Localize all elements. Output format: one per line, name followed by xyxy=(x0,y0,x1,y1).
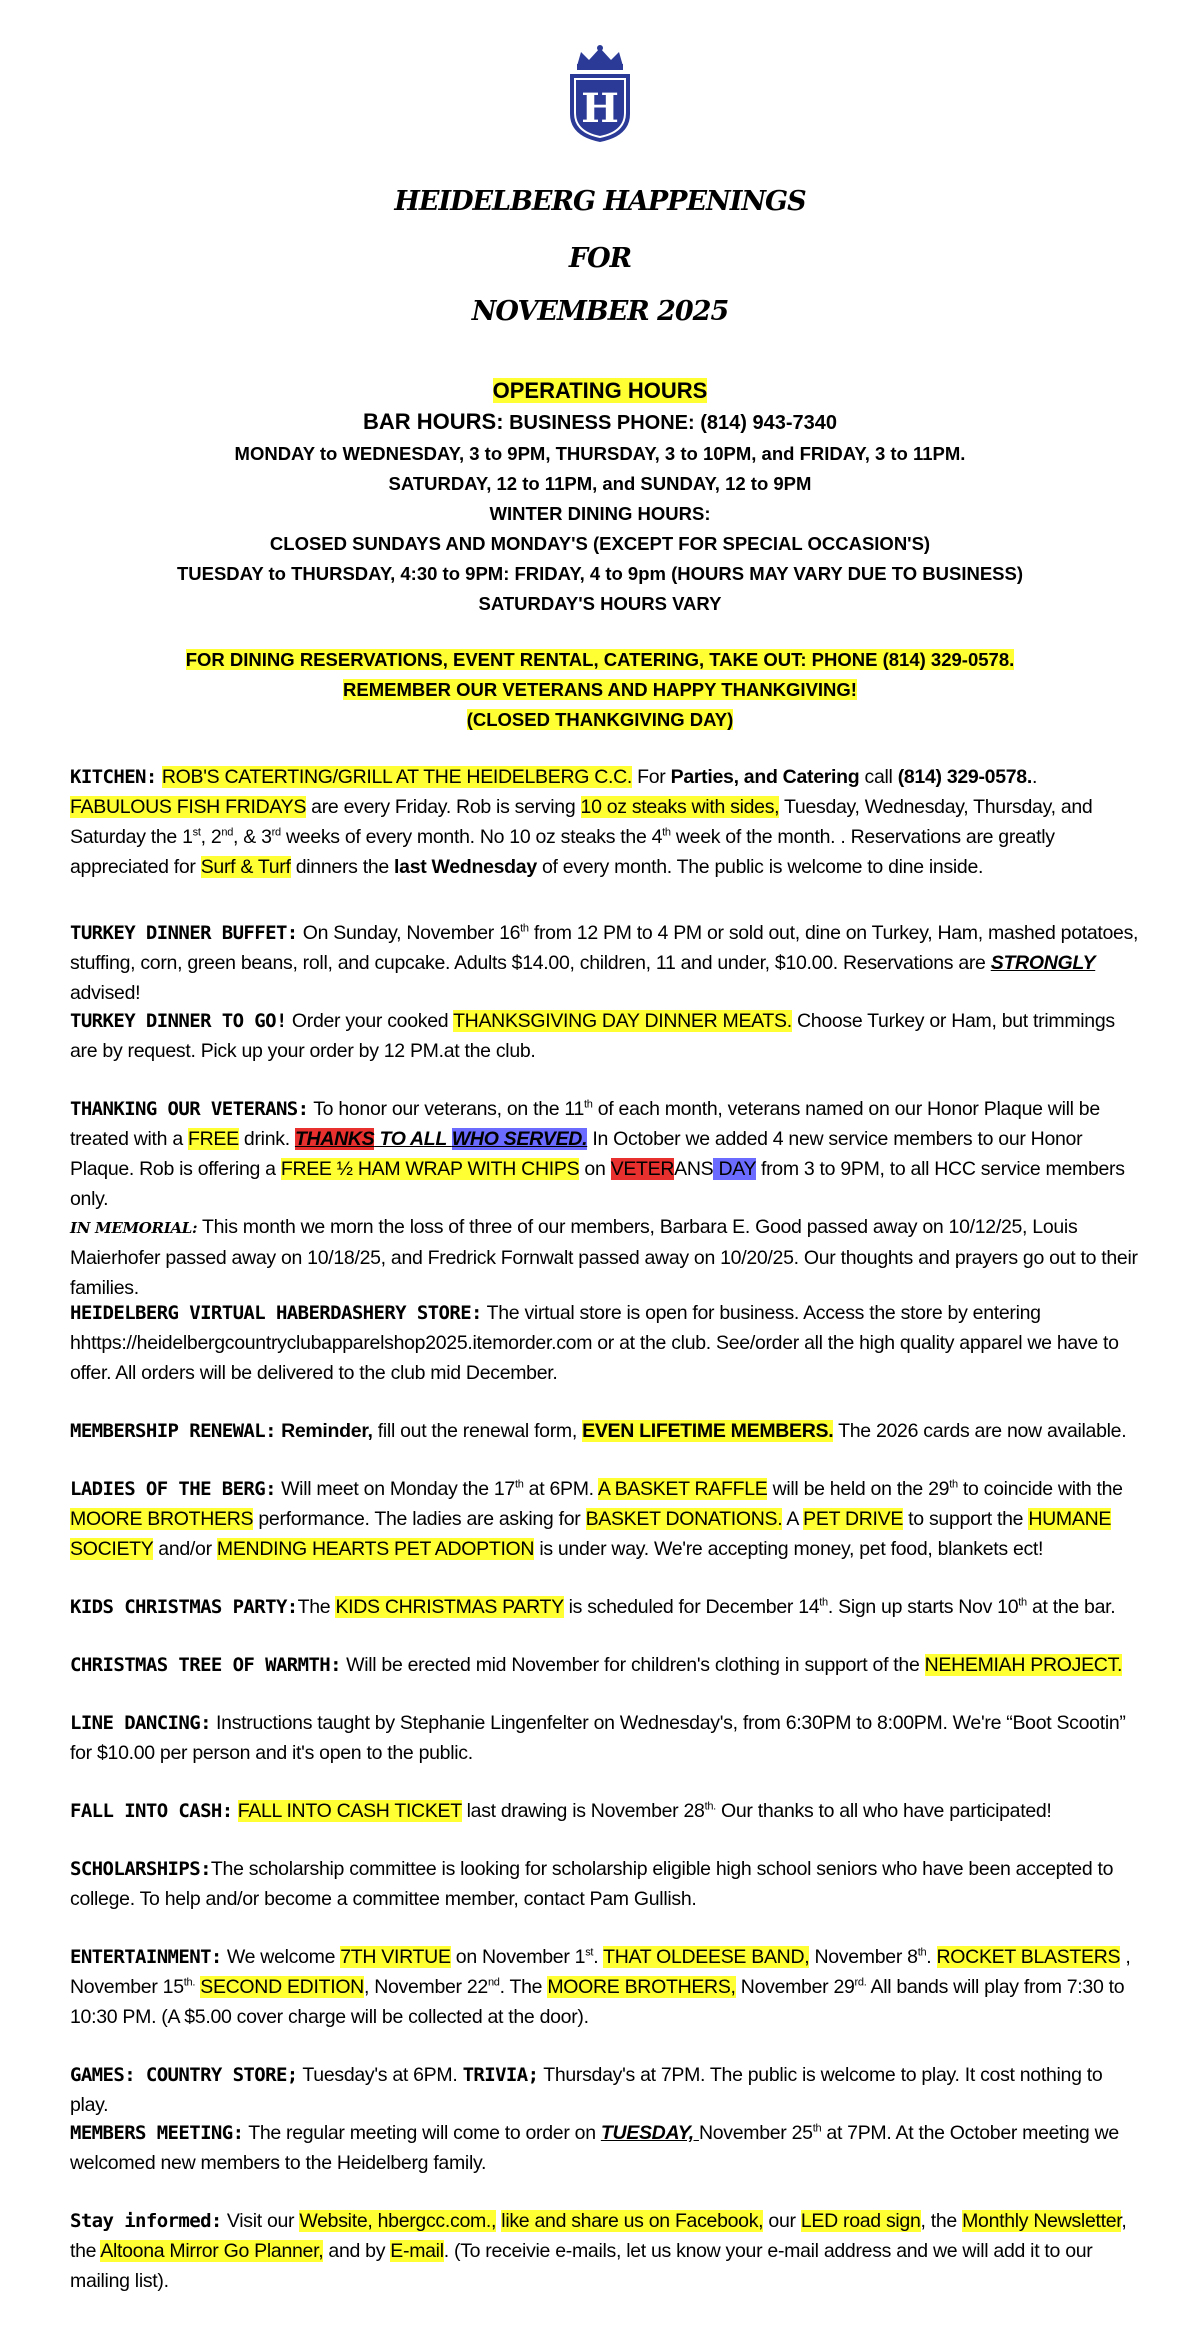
newsletter-title-month: NOVEMBER 2025 xyxy=(471,296,729,327)
section-membership: MEMBERSHIP RENEWAL: Reminder, fill out the renewal form, EVEN LIFETIME MEMBERS. The 2026 cards are now available. xyxy=(70,1420,1127,1442)
section-turkey-buffet: TURKEY DINNER BUFFET: On Sunday, November 16th from 12 PM to 4 PM or sold out, dine on Turkey, Ham, mashed potatoes, stuffing, corn, green beans, roll, and cupcake. Adults $14.00, children, 11 and under, $10.00. Reservations are STRONGLY advised! xyxy=(70,922,1139,1004)
veterans-line: REMEMBER OUR VETERANS AND HAPPY THANKGIVING! xyxy=(343,679,857,700)
section-kitchen: KITCHEN: ROB'S CATERTING/GRILL AT THE HEIDELBERG C.C. For Parties, and Catering call (814) 329-0578.. FABULOUS FISH FRIDAYS are every Friday. Rob is serving 10 oz steaks with sides, Tuesday, Wednesday, Thursday, and Saturday the 1st, 2nd, & 3rd weeks of every month. No 10 oz steaks the 4th week of the month. . Reservations are greatly appreciated for Surf & Turf dinners the last Wednesday of every month. The public is welcome to dine inside. xyxy=(70,766,1093,878)
bar-hours-line: BAR HOURS: BUSINESS PHONE: (814) 943-7340 xyxy=(362,409,838,434)
newsletter-title-for: FOR xyxy=(568,243,632,274)
operating-hours-heading: OPERATING HOURS xyxy=(492,378,708,403)
section-games: GAMES: COUNTRY STORE; Tuesday's at 6PM. TRIVIA; Thursday's at 7PM. The public is welcome to play. It cost nothing to play. xyxy=(70,2064,1103,2116)
section-entertainment: ENTERTAINMENT: We welcome 7TH VIRTUE on November 1st. THAT OLDEESE BAND, November 8th. ROCKET BLASTERS , November $15^{th.}$ SECOND EDITION, November 22nd. The MOORE BROTHERS, November $29^{rd.}$ All bands will play from 7:30 to 10:30 PM. (A $5.00 cover charge will be collected at the door). xyxy=(70,1946,1131,2028)
crest-letter: H xyxy=(581,85,619,132)
winter-hours-saturday: SATURDAY'S HOURS VARY xyxy=(478,593,722,614)
winter-hours-closed: CLOSED SUNDAYS AND MONDAY'S (EXCEPT FOR SPECIAL OCCASION'S) xyxy=(269,533,931,554)
section-memorial: IN MEMORIAL: This month we morn the loss of three of our members, Barbara E. Good passed away on 10/12/25, Louis Maierhofer passed away on 10/18/25, and Fredrick Fornwalt passed away on 10/20/25. Our thoughts and prayers go out to their families. xyxy=(70,1216,1138,1299)
section-scholarships: SCHOLARSHIPS:The scholarship committee is looking for scholarship eligible high school seniors who have been accepted to college. To help and/or become a committee member, contact Pam Gullish. xyxy=(70,1858,1114,1910)
winter-hours-weekday: TUESDAY to THURSDAY, 4:30 to 9PM: FRIDAY, 4 to 9pm (HOURS MAY VARY DUE TO BUSINESS) xyxy=(176,563,1024,584)
section-haberdashery: HEIDELBERG VIRTUAL HABERDASHERY STORE: The virtual store is open for business. Access the store by entering hhttps://heidelbergcountryclubapparelshop2025.itemorder.com or at the club. See/order all the high quality apparel we have to offer. All orders will be delivered to the club mid December. xyxy=(70,1302,1119,1384)
crest-logo xyxy=(565,44,635,144)
reservations-line: FOR DINING RESERVATIONS, EVENT RENTAL, CATERING, TAKE OUT: PHONE (814) 329-0578. xyxy=(185,649,1015,670)
bar-hours-weekend: SATURDAY, 12 to 11PM, and SUNDAY, 12 to 9PM xyxy=(388,473,812,494)
winter-hours-heading: WINTER DINING HOURS: xyxy=(489,503,711,524)
crown-icon xyxy=(577,45,623,70)
bar-hours-weekday: MONDAY to WEDNESDAY, 3 to 9PM, THURSDAY, 3 to 10PM, and FRIDAY, 3 to 11PM. xyxy=(234,443,966,464)
section-members-meeting: MEMBERS MEETING: The regular meeting will come to order on TUESDAY, November 25th at 7PM. At the October meeting we welcomed new members to the Heidelberg family. xyxy=(70,2122,1119,2174)
newsletter-title: HEIDELBERG HAPPENINGS xyxy=(394,186,806,217)
closed-line: (CLOSED THANKGIVING DAY) xyxy=(466,709,734,730)
section-tree-of-warmth: CHRISTMAS TREE OF WARMTH: Will be erected mid November for children's clothing in support of the NEHEMIAH PROJECT. xyxy=(70,1654,1123,1676)
section-fall-into-cash: FALL INTO CASH: FALL INTO CASH TICKET last drawing is November $28^{th.}$ Our thanks to all who have participated! xyxy=(70,1800,1052,1822)
section-turkey-to-go: TURKEY DINNER TO GO! Order your cooked THANKSGIVING DAY DINNER MEATS. Choose Turkey or Ham, but trimmings are by request. Pick up your order by 12 PM.at the club. xyxy=(70,1010,1115,1062)
section-veterans: THANKING OUR VETERANS: To honor our veterans, on the 11th of each month, veterans named on our Honor Plaque will be treated with a FREE drink. THANKS TO ALL WHO SERVED. In October we added 4 new service members to our Honor Plaque. Rob is offering a FREE ½ HAM WRAP WITH CHIPS on VETERANS DAY from 3 to 9PM, to all HCC service members only. xyxy=(70,1098,1125,1210)
section-line-dancing: LINE DANCING: Instructions taught by Stephanie Lingenfelter on Wednesday's, from 6:30PM to 8:00PM. We're “Boot Scootin” for $10.00 per person and it's open to the public. xyxy=(70,1712,1126,1764)
section-ladies: LADIES OF THE BERG: Will meet on Monday the 17th at 6PM. A BASKET RAFFLE will be held on the 29th to coincide with the MOORE BROTHERS performance. The ladies are asking for BASKET DONATIONS. A PET DRIVE to support the HUMANE SOCIETY and/or MENDING HEARTS PET ADOPTION is under way. We're accepting money, pet food, blankets ect! xyxy=(70,1478,1123,1560)
section-stay-informed: Stay informed: Visit our Website, hbergcc.com., like and share us on Facebook, our LED road sign, the Monthly Newsletter, the Altoona Mirror Go Planner, and by E-mail. (To receivie e-mails, let us know your e-mail address and we will add it to our mailing list). xyxy=(70,2210,1127,2292)
section-kids-party: KIDS CHRISTMAS PARTY:The KIDS CHRISTMAS PARTY is scheduled for December 14th. Sign up starts Nov 10th at the bar. xyxy=(70,1596,1116,1618)
